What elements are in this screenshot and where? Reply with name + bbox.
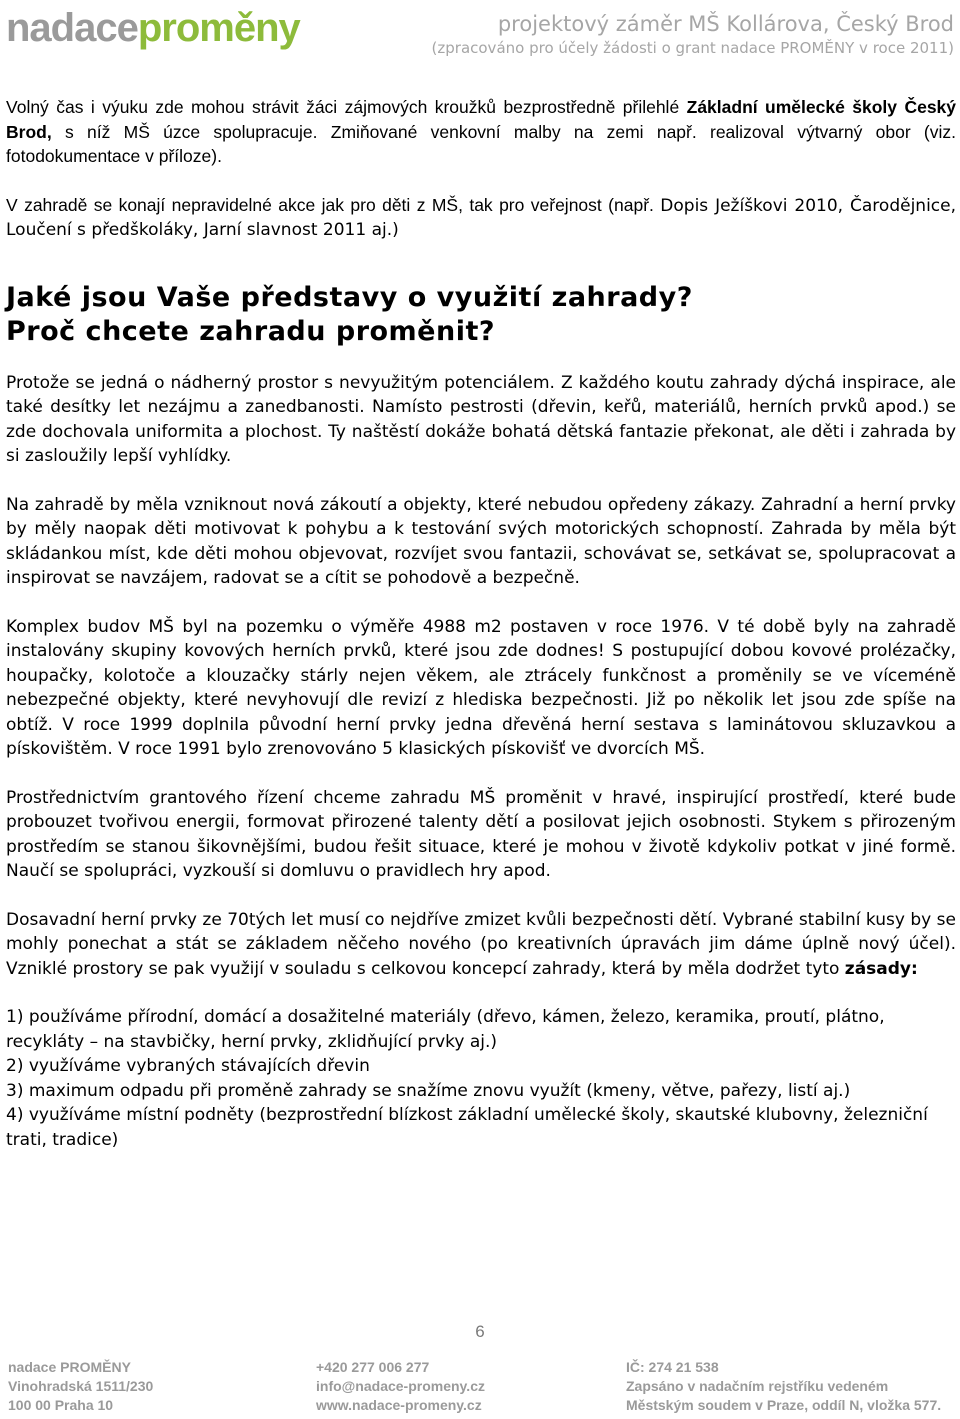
logo-text-promeny: proměny: [137, 6, 300, 50]
section-paragraph-4: Prostřednictvím grantového řízení chceme zahradu MŠ proměnit v hravé, inspirující prostředí, které bude probouzet tvořivou energii, formovat přirozené talenty dětí a posilovat jejich osobnosti. Stykem s přirozeným prostředím se stanou šikovnějšími, budou řešit situace, které je mohou v životě kdykoliv potkat v jiné formě. Naučí se spolupráci, vyzkouší si domluvu o pravidlech hry apod.: [6, 787, 956, 881]
section-paragraph-1: Protože se jedná o nádherný prostor s nevyužitým potenciálem. Z každého koutu zahrady dýchá inspirace, ale také desítky let nezájmu a zanedbanosti. Namísto pestrosti (dřevin, keřů, materiálů, herních prvků apod.) se zde dochovala uniformita a plochost. Ty naštěstí dokáže bohatá dětská fantazie překonat, ale děti i zahrada by si zasloužily lepší vyhlídky.: [6, 372, 956, 466]
intro-p1-text-b: s níž MŠ úzce spolupracuje. Zmiňované venkovní malby na zemi např. realizoval výtvarný obor (viz. fotodokumentace v příloze).: [6, 121, 956, 166]
footer-ico: IČ: 274 21 538: [626, 1359, 719, 1375]
principle-item-2: 2) využíváme vybraných stávajících dřevin: [6, 1056, 370, 1076]
footer-street: Vinohradská 1511/230: [8, 1378, 154, 1394]
project-subtitle: (zpracováno pro účely žádosti o grant nadace PROMĚNY v roce 2011): [431, 39, 954, 57]
page-header: [0, 0, 960, 74]
page-number: 6: [475, 1322, 485, 1341]
section-p5-text: Dosavadní herní prvky ze 70tých let musí co nejdříve zmizet kvůli bezpečnosti dětí. Vybrané stabilní kusy by se mohly ponechat a stát se základem něčeho nového (po kreativních úpravách jim dáme úplně nový účel). Vzniklé prostory se pak využijí v souladu s celkovou koncepcí zahrady, která by měla dodržet tyto: [6, 909, 956, 979]
footer-court: Městským soudem v Praze, oddíl N, vložka 577.: [626, 1397, 942, 1413]
footer-website[interactable]: www.nadace-promeny.cz: [316, 1397, 482, 1413]
footer-phone: +420 277 006 277: [316, 1359, 430, 1375]
footer-address: [8, 1358, 153, 1415]
intro-p1-text-a: Volný čas i výuku zde mohou strávit žáci zájmových kroužků bezprostředně přilehlé: [6, 97, 687, 117]
footer-org-name: nadace PROMĚNY: [8, 1359, 131, 1375]
footer-email[interactable]: info@nadace-promeny.cz: [316, 1378, 485, 1394]
principles-list: [6, 1005, 956, 1152]
page-footer: [0, 1358, 960, 1419]
section-paragraph-5: [6, 908, 956, 982]
principle-item-1: 1) používáme přírodní, domácí a dosažitelné materiály (dřevo, kámen, železo, keramika, proutí, plátno, recykláty – na stavbičky, herní prvky, zklidňující prvky aj.): [6, 1007, 885, 1052]
intro-paragraph-2: [6, 193, 956, 243]
nadace-promeny-logo: [6, 4, 300, 52]
section-heading: [6, 281, 956, 349]
intro-p2-text-b: Dopis Ježíškovi 2010, Čarodějnice, Loučení s předškoláky, Jarní slavnost 2011 aj.): [6, 195, 956, 240]
principles-label: zásady:: [844, 958, 918, 979]
section-heading-line-2: Proč chcete zahradu proměnit?: [6, 315, 496, 347]
document-body: [6, 95, 956, 1152]
project-title-block: [432, 10, 954, 58]
footer-registry: Zapsáno v nadačním rejstříku vedeném: [626, 1378, 889, 1394]
section-paragraph-3: Komplex budov MŠ byl na pozemku o výměře 4988 m2 postaven v roce 1976. V té době byly na zahradě instalovány skupiny kovových herních prvků, které jsou zde dodnes! S postupující dobou kovové prolézačky, houpačky, kolotoče a klouzačky stárly nejen věkem, ale ztrácely funkčnost a proměnily se ve víceméně nebezpečné objekty, které nevyhovují dle revizí z hlediska bezpečnosti. Již po několik let jsou zde spíše na obtíž. V roce 1999 doplnila původní herní prvky jedna dřevěná herní sestava s laminátovou skluzavkou a pískovištěm. V roce 1991 bylo zrenovováno 5 klasických pískovišť ve dvorcích MŠ.: [6, 616, 956, 759]
project-title: projektový záměr MŠ Kollárova, Český Brod: [497, 12, 954, 36]
footer-city: 100 00 Praha 10: [8, 1397, 114, 1413]
section-paragraph-2: Na zahradě by měla vzniknout nová zákoutí a objekty, které nebudou opředeny zákazy. Zahradní a herní prvky by měly naopak děti motivovat k pohybu a k testování svých motorických schopností. Zahrada by měla být skládankou míst, kde děti mohou objevovat, rozvíjet svou fantazii, schovávat se, setkávat se, spolupracovat a inspirovat se navzájem, radovat se a cítit se pohodově a bezpečně.: [6, 494, 956, 588]
section-heading-line-1: Jaké jsou Vaše představy o využití zahrady?: [6, 281, 693, 313]
intro-p2-text-a: V zahradě se konají nepravidelné akce jak pro děti z MŠ, tak pro veřejnost (např.: [6, 194, 661, 215]
footer-registration: [626, 1358, 941, 1415]
principle-item-3: 3) maximum odpadu při proměně zahrady se snažíme znovu využít (kmeny, větve, pařezy, listí aj.): [6, 1080, 851, 1101]
principle-item-4: 4) využíváme místní podněty (bezprostřední blízkost základní umělecké školy, skautské klubovny, železniční trati, tradice): [6, 1105, 928, 1150]
footer-contact: [316, 1358, 485, 1415]
intro-paragraph-1: [6, 95, 956, 169]
logo-text-nadace: nadace: [6, 6, 138, 50]
intro-p1-bold: Základní umělecké školy Český Brod,: [6, 97, 957, 142]
